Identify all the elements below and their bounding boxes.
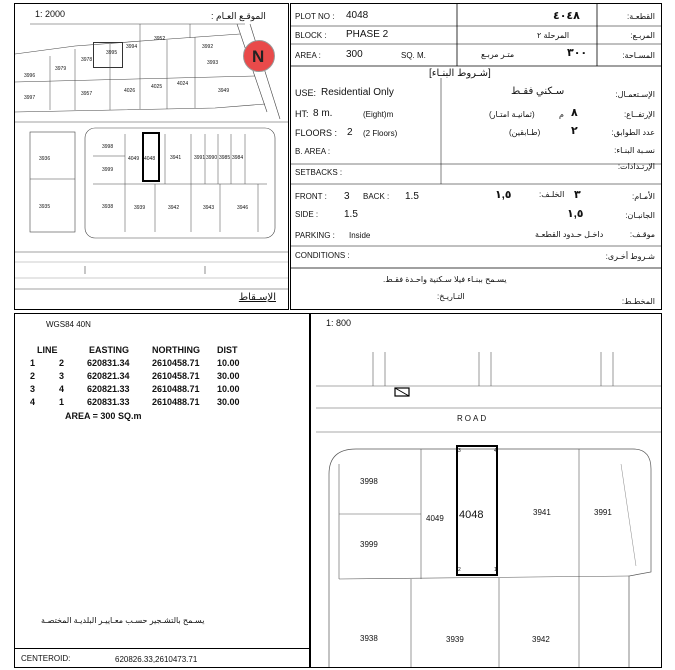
floors-label: FLOORS :	[295, 128, 338, 138]
plot-label: 3997	[24, 95, 36, 101]
plot-label: 3949	[218, 88, 230, 94]
plot-label: 3999	[102, 167, 114, 173]
floors-ar-label: عدد الطوابق:	[611, 128, 655, 137]
plot-label: 3942	[532, 635, 550, 644]
row-easting: 620821.33	[87, 384, 130, 394]
corner-label: 3	[458, 448, 461, 454]
row-easting: 620831.34	[87, 358, 130, 368]
use-value: Residential Only	[321, 87, 394, 98]
plot-label: 3999	[360, 540, 378, 549]
location-scale: 1: 2000	[35, 9, 66, 19]
datum-label: WGS84 40N	[46, 320, 91, 329]
conditions-ar-label: شـروط أخـرى:	[605, 252, 655, 261]
plot-label: 3939	[134, 205, 146, 211]
corner-label: 1	[494, 567, 497, 573]
north-label: N	[252, 47, 265, 66]
plot-label: 4048	[144, 156, 156, 162]
building-area-ar-label: نسـبة البنـاء:	[614, 146, 655, 155]
area-value: 300	[346, 49, 363, 60]
height-ar-words: (ثمانيـة امتـار)	[489, 110, 535, 119]
col-header-dist: DIST	[217, 345, 238, 355]
row-to: 3	[59, 371, 65, 381]
table-row	[15, 397, 310, 410]
height-ar-value: ٨	[571, 107, 578, 119]
plot-label: 3938	[102, 204, 114, 210]
height-ar-label: الإرتفــاع:	[623, 110, 655, 119]
area-summary: AREA = 300 SQ.m	[65, 411, 142, 421]
row-from: 3	[30, 384, 36, 394]
back-value: 1.5	[405, 191, 419, 202]
plot-label: 3946	[237, 205, 249, 211]
planner-label: المخطـط:	[621, 297, 655, 306]
row-dist: 30.00	[217, 397, 240, 407]
projection-label: الإسـقاط	[238, 292, 276, 303]
centroid-value: 620826.33,2610473.71	[115, 655, 198, 664]
row-from: 2	[30, 371, 36, 381]
planting-note: يسـمح بالتشـجير حسـب معـاييـر البلديـة المختصـة	[41, 616, 205, 625]
plot-no-label: PLOT NO :	[295, 12, 335, 21]
centroid-row	[15, 648, 310, 668]
plot-label: 3990	[206, 155, 218, 161]
plot-label: 3942	[168, 205, 180, 211]
area-unit-ar: متـر مربـع	[481, 50, 515, 59]
plot-label: 4049	[426, 514, 444, 523]
conditions-note: يسـمح ببنـاء فيلا سـكنية واحـدة فقـط.	[383, 275, 507, 284]
plot-no-ar-label: القطعـة:	[627, 12, 655, 21]
conditions-label: CONDITIONS :	[295, 251, 350, 260]
front-label: FRONT :	[295, 192, 327, 201]
height-ar-unit: م	[559, 110, 564, 119]
plot-label: 3941	[533, 508, 551, 517]
location-title: الموقـع العـام :	[211, 11, 266, 21]
height-value: 8 m.	[313, 108, 333, 119]
plot-label: 3978	[81, 57, 93, 63]
plot-label: 3998	[102, 144, 114, 150]
col-header-line: LINE	[37, 345, 58, 355]
side-value: 1.5	[344, 209, 358, 220]
block-label: BLOCK :	[295, 31, 327, 40]
plot-label: 3992	[202, 44, 214, 50]
parking-ar-label: موقـف:	[629, 230, 655, 239]
date-label: التـاريـخ:	[437, 292, 465, 301]
front-value: 3	[344, 191, 350, 202]
row-dist: 30.00	[217, 371, 240, 381]
road-label: ROAD	[457, 414, 489, 423]
row-to: 1	[59, 397, 65, 407]
block-value: PHASE 2	[346, 29, 389, 40]
location-map-panel	[14, 3, 289, 310]
plot-label: 3938	[360, 634, 378, 643]
parking-ar-value: داخـل حـدود القطعـة	[535, 230, 604, 239]
area-ar-label: المسـاحة:	[622, 51, 655, 60]
row-from: 1	[30, 358, 36, 368]
front-ar-label: الأمـام:	[631, 192, 655, 201]
row-from: 4	[30, 397, 36, 407]
plot-label: 3941	[170, 155, 182, 161]
plot-label: 3936	[39, 156, 51, 162]
row-northing: 2610458.71	[152, 358, 200, 368]
plot-label: 3943	[203, 205, 215, 211]
row-northing: 2610488.71	[152, 397, 200, 407]
coordinates-panel	[14, 313, 310, 668]
plot-label: 3979	[55, 66, 67, 72]
floors-words: (2 Floors)	[363, 129, 398, 138]
plot-label: 4026	[124, 88, 136, 94]
col-header-easting: EASTING	[89, 345, 130, 355]
setbacks-ar-label: الإرتـدادات:	[617, 162, 655, 171]
plot-info-panel	[290, 3, 662, 310]
row-easting: 620831.33	[87, 397, 130, 407]
building-conditions-title-text: شـروط البنـاء	[431, 68, 489, 79]
plot-label: 3991	[194, 155, 206, 161]
block-ar-value: المرحلة ٢	[537, 31, 570, 40]
back-ar-value: ١,٥	[495, 189, 512, 201]
block-ar-label: المربـع:	[630, 31, 655, 40]
front-ar-value: ٣	[574, 189, 581, 201]
plot-label: 3995	[106, 50, 118, 56]
plot-label: 3939	[446, 635, 464, 644]
row-northing: 2610488.71	[152, 384, 200, 394]
table-row	[15, 384, 310, 397]
plot-no-ar-value: ٤٠٤٨	[553, 10, 580, 22]
building-conditions-title: [شـروط البنـاء]	[429, 68, 491, 79]
row-dist: 10.00	[217, 358, 240, 368]
floors-ar-words: (طـابقين)	[509, 128, 541, 137]
parking-value: Inside	[349, 231, 371, 240]
corner-label: 2	[458, 567, 461, 573]
side-ar-value: ١,٥	[567, 208, 584, 220]
corner-label: 4	[494, 448, 497, 454]
row-to: 2	[59, 358, 65, 368]
floors-ar-value: ٢	[571, 125, 578, 137]
floors-value: 2	[347, 127, 353, 138]
side-label: SIDE :	[295, 210, 319, 219]
area-ar-value: ٣٠٠	[567, 47, 588, 59]
detail-map-panel	[310, 313, 662, 668]
plot-label: 3993	[207, 60, 219, 66]
building-area-label: B. AREA :	[295, 147, 331, 156]
setbacks-label: SETBACKS :	[295, 168, 343, 177]
plot-label: 3952	[154, 36, 166, 42]
back-label: BACK :	[363, 192, 390, 201]
plot-label: 3994	[126, 44, 138, 50]
plot-label: 4049	[128, 156, 140, 162]
col-header-northing: NORTHING	[152, 345, 200, 355]
plot-label: 3935	[39, 204, 51, 210]
plot-label: 3984	[232, 155, 244, 161]
use-label: USE:	[295, 88, 317, 98]
area-unit: SQ. M.	[401, 51, 426, 60]
centroid-label: CENTEROID:	[21, 654, 71, 663]
row-dist: 10.00	[217, 384, 240, 394]
table-row	[15, 371, 310, 384]
plot-label: 4025	[151, 84, 163, 90]
plot-label: 3957	[81, 91, 93, 97]
plot-label: 3991	[594, 508, 612, 517]
area-label: AREA :	[295, 51, 321, 60]
plot-label: 3998	[360, 477, 378, 486]
table-row	[15, 358, 310, 371]
plot-label: 4024	[177, 81, 189, 87]
plot-no-value: 4048	[346, 10, 369, 21]
row-to: 4	[59, 384, 65, 394]
height-label: HT:	[295, 109, 309, 119]
use-ar-value: سـكني فقـط	[511, 86, 565, 97]
row-northing: 2610458.71	[152, 371, 200, 381]
plot-label-4048: 4048	[459, 509, 484, 521]
row-easting: 620821.34	[87, 371, 130, 381]
plot-label: 3996	[24, 73, 36, 79]
back-ar-label: الخلـف:	[539, 190, 565, 199]
plot-label: 3985	[219, 155, 231, 161]
side-ar-label: الجانبـان:	[625, 211, 655, 220]
detail-scale: 1: 800	[326, 318, 352, 328]
parking-label: PARKING :	[295, 231, 335, 240]
height-words: (Eight)m	[363, 110, 394, 119]
use-ar-label: الإسـتعمـال:	[615, 90, 655, 99]
